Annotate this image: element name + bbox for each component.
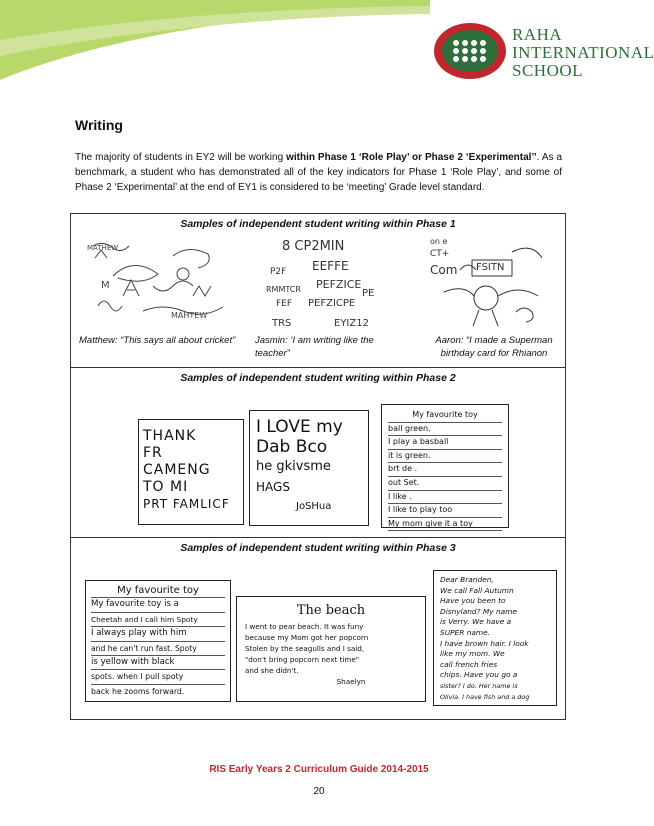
phase2-sample2-line: he gkivsme: [256, 459, 331, 474]
svg-text:PE: PE: [362, 288, 375, 299]
phase2-sample2-signature: JoSHua: [296, 501, 332, 512]
phase2-sample3-line: I like .: [388, 491, 502, 505]
phase3-sample-letter: [433, 570, 557, 706]
svg-text:MAHTEW: MAHTEW: [171, 311, 208, 320]
school-name-line2: INTERNATIONAL: [512, 43, 654, 62]
svg-text:EEFFE: EEFFE: [312, 259, 349, 273]
phase2-sample2-line: HAGS: [256, 480, 290, 494]
phase3-sample1-line: My favourite toy is a: [91, 598, 225, 612]
phase3-section: [71, 538, 565, 719]
phase2-sample-favourite-toy: [381, 404, 509, 528]
phase3-sample3-line: We call Fall Autumn: [440, 585, 514, 595]
svg-text:FSITN: FSITN: [476, 262, 505, 273]
svg-text:CT+: CT+: [430, 249, 450, 259]
phase3-sample3-line: Have you been to: [440, 596, 506, 606]
phase3-sample3-line: SUPER name.: [440, 627, 491, 637]
phase3-sample2-line: I went to pear beach. It was funy: [245, 622, 364, 631]
phase2-sample3-line: My mom give it a toy: [388, 518, 502, 532]
section-title: Writing: [75, 117, 123, 133]
phase3-sample3-line: Dear Branden,: [440, 575, 494, 584]
svg-text:FEF: FEF: [276, 299, 293, 309]
svg-text:P2F: P2F: [270, 267, 287, 277]
phase2-sample3-line: it is green.: [388, 450, 502, 464]
phase2-sample3-line: I like to play too: [388, 504, 502, 518]
page-number: 20: [313, 786, 325, 797]
phase3-sample3-line: I have brown hair. I look: [440, 638, 529, 648]
phase1-sample-jasmin: [262, 234, 387, 330]
phase3-sample3-line: is Verry. We have a: [440, 617, 512, 627]
phase2-sample2-line: Dab Bco: [256, 437, 328, 457]
phase3-sample1-line: My favourite toy: [91, 584, 225, 598]
footer-title: RIS Early Years 2 Curriculum Guide 2014-2015: [209, 764, 429, 775]
phase2-sample3-line: brt de .: [388, 463, 502, 477]
svg-text:TRS: TRS: [272, 318, 292, 329]
phase2-sample3-line: My favourite toy: [388, 409, 502, 423]
phase3-sample1-line: I always play with him: [91, 627, 225, 641]
phase1-section: [71, 214, 565, 368]
intro-paragraph: [75, 150, 562, 195]
phase3-sample2-line: and she didn't.: [245, 666, 299, 675]
phase3-sample2-signature: Shaelyn: [336, 677, 366, 686]
phase2-sample1-line: THANK: [143, 428, 197, 444]
phase2-sample1-line: TO MI: [143, 479, 189, 495]
svg-text:PEFZICPE: PEFZICPE: [308, 298, 356, 309]
phase2-sample1-line: FR: [143, 445, 163, 461]
phase2-sample-thankyou: [138, 419, 244, 525]
phase1-caption-matthew: Matthew: “This says all about cricket”: [79, 335, 236, 346]
phase3-sample3-line: like my mom. We: [440, 649, 505, 659]
phase1-title: Samples of independent student writing within Phase 1: [180, 218, 456, 230]
phase2-sample1-line: CAMENG: [143, 462, 211, 478]
phase3-sample3-line: chips. Have you go a: [440, 670, 518, 680]
phase3-sample3-line: call french fries: [440, 659, 498, 669]
header-green-band: [0, 0, 430, 95]
phase3-sample1-line: back he zooms forward.: [91, 686, 185, 696]
phase1-sample-matthew: [83, 236, 233, 324]
phase3-sample3-line: Olivia. I have fish and a dog: [440, 692, 530, 701]
phase3-sample1-line: is yellow with black: [91, 656, 225, 670]
svg-text:RMMTCR: RMMTCR: [266, 285, 301, 294]
phase3-sample1-line: Cheetah and I call him Spoty: [91, 613, 225, 627]
svg-text:MATHEW: MATHEW: [87, 244, 119, 252]
svg-text:PEFZICE: PEFZICE: [316, 278, 362, 291]
intro-text-start: The majority of students in EY2 will be working: [75, 152, 287, 163]
phase2-sample3-line: out Set.: [388, 477, 502, 491]
phase3-sample1-line: spots. when I pull spoty: [91, 670, 225, 684]
phase3-sample-favourite-toy: [85, 580, 231, 702]
phase3-title: Samples of independent student writing within Phase 3: [180, 542, 456, 554]
svg-text:EYIZ12: EYIZ12: [334, 318, 369, 329]
phase3-sample-the-beach: [236, 596, 426, 702]
phase2-section: [71, 368, 565, 538]
phase3-sample2-line: "don't bring popcorn next time": [245, 655, 360, 664]
phase3-sample2-line: Stolen by the seagulls and I said,: [245, 644, 365, 653]
phase3-sample2-line: because my Mom got her popcorn: [245, 633, 369, 642]
phase1-caption-jasmin: Jasmin: ‘I am writing like the teacher”: [255, 335, 374, 359]
phase2-sample2-line: I LOVE my: [256, 417, 343, 437]
phase1-caption-aaron: Aaron: “I made a Superman birthday card for Rhianon: [435, 335, 553, 359]
school-name: [512, 26, 654, 80]
phase2-title: Samples of independent student writing within Phase 2: [180, 372, 456, 384]
intro-text-bold: within Phase 1 ‘Role Play’ or Phase 2 ‘Experimental’’: [286, 152, 537, 163]
school-name-line3: SCHOOL: [512, 61, 584, 80]
phase3-sample1-line: and he can't run fast. Spoty: [91, 642, 225, 656]
phase3-sample3-line: Disnyland? My name: [440, 606, 517, 616]
intro-text-end: . As a benchmark, a student who has demonstrated all of the key indicators for Phase 1 ‘Role Play’, and some of Phase 2 ‘Experimental’ at the end of EY1 is considered to be ‘meeting’ Grade level standard.: [75, 152, 562, 193]
phase3-sample3-line: sister? I do. Her name is: [440, 681, 518, 690]
samples-frame: [70, 213, 566, 720]
phase2-sample1-line: PRT FAMLICF: [143, 497, 230, 511]
svg-text:on e: on e: [430, 237, 448, 246]
phase2-sample-joshua: [249, 410, 369, 526]
svg-text:Com: Com: [430, 263, 458, 277]
svg-text:8 CP2MIN: 8 CP2MIN: [282, 239, 345, 254]
school-name-line1: RAHA: [512, 25, 563, 44]
phase1-sample-aaron: [424, 232, 554, 330]
svg-text:M: M: [101, 280, 110, 291]
phase3-sample2-title: The beach: [296, 603, 366, 618]
phase2-sample3-line: ball green.: [388, 423, 502, 437]
phase2-sample3-line: I play a basball: [388, 436, 502, 450]
